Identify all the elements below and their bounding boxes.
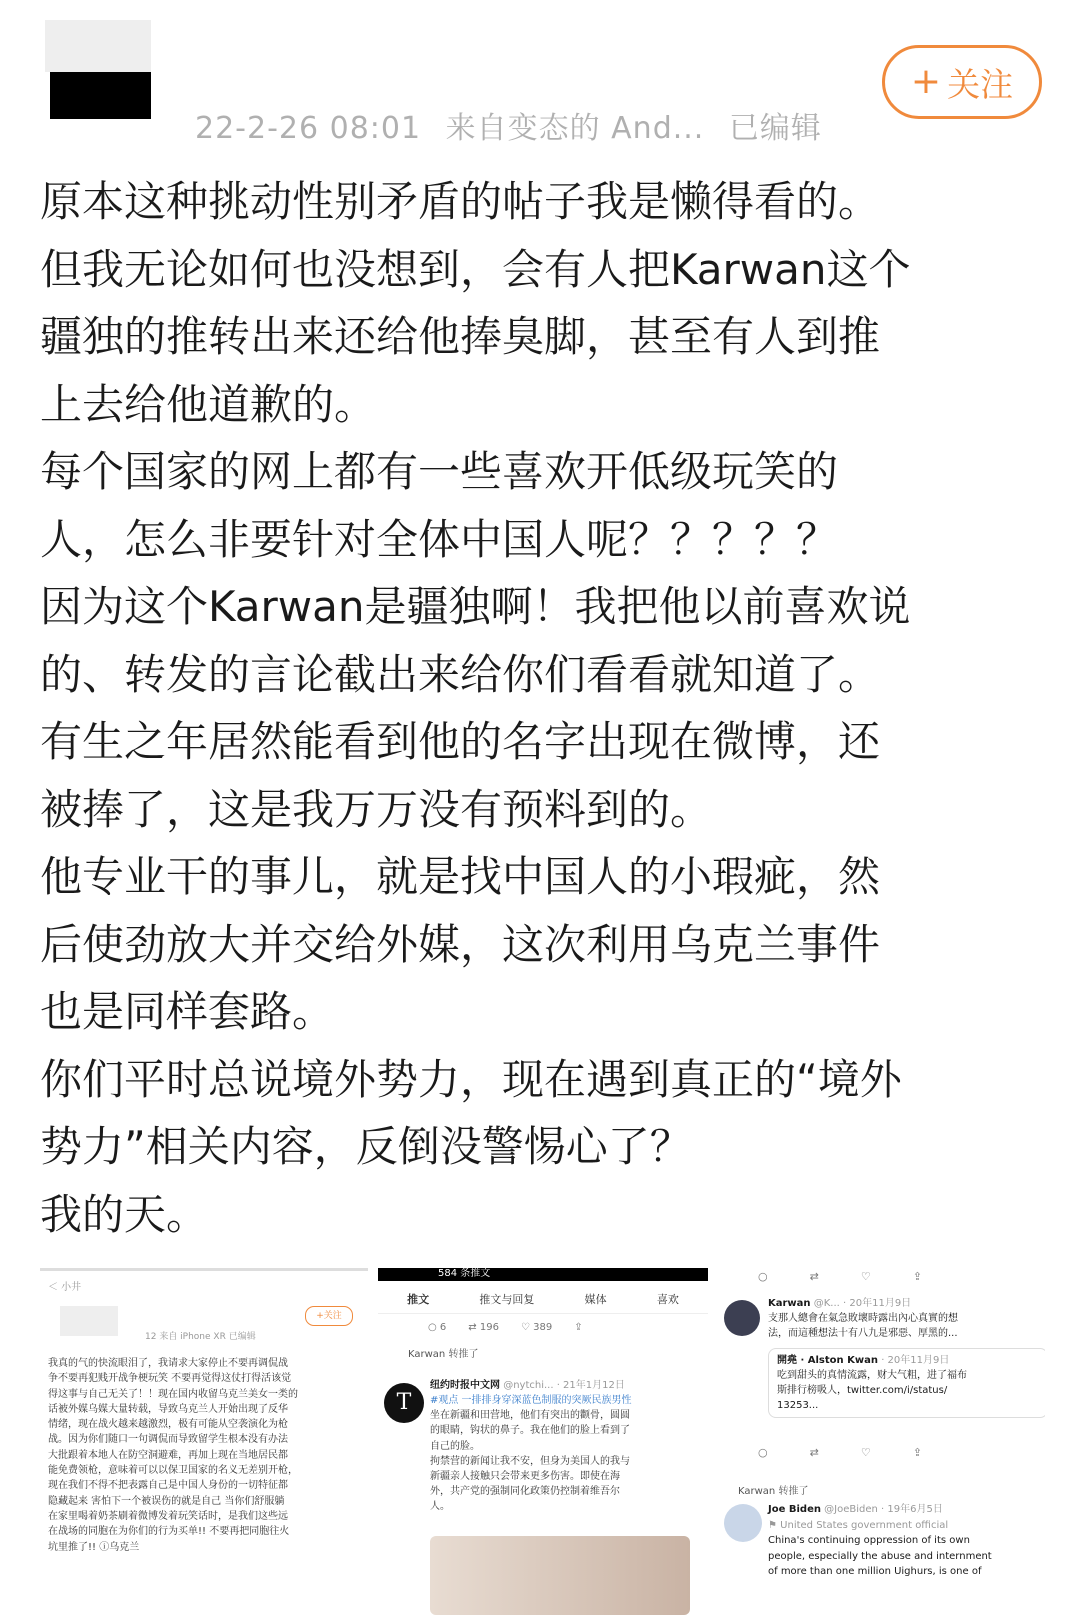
thumb2-line: #观点 一排排身穿深蓝色制服的突厥民族男性: [430, 1395, 632, 1406]
thumb2-line: 人。: [430, 1501, 450, 1513]
thumb1-avatar: [60, 1306, 118, 1336]
reply-icon: ○ 6: [428, 1322, 447, 1333]
thumb3-line: 13253...: [777, 1400, 819, 1411]
like-count: 389: [533, 1322, 553, 1333]
thumb3-label: United States government official: [780, 1519, 949, 1531]
thumb1-body: [48, 1356, 298, 1555]
thumb1-follow-button: +关注: [305, 1306, 353, 1326]
thumb3-line: of more than one million Uighurs, is one of: [768, 1566, 982, 1577]
post-line: 你们平时总说境外势力，现在遇到真正的“境外: [40, 1054, 902, 1104]
share-icon: ⇪: [912, 1270, 922, 1283]
post-line: 势力”相关内容，反倒没警惕心了？: [40, 1122, 692, 1171]
thumb2-line: 新疆亲人接触只会带来更多伤害。即使在海: [430, 1471, 620, 1483]
thumb3-quote-author: 開堯 · Alston Kwan: [777, 1355, 878, 1366]
post-line: 的、转发的言论截出来给你们看看就知道了。: [40, 649, 881, 699]
thumb2-tab: 推文与回复: [479, 1293, 535, 1306]
thumb3-line: 支那人總會在氣急敗壞時露出內心真實的想: [768, 1313, 958, 1324]
thumb2-tab: 推文: [407, 1293, 430, 1306]
thumb2-author: 纽约时报中文网: [430, 1380, 500, 1391]
thumb2-line: 坐在新疆和田营地，他们有突出的颧骨，圆圆: [430, 1410, 630, 1422]
plus-icon: +: [910, 61, 942, 102]
share-icon: ⇪: [912, 1446, 922, 1459]
thumb3-line: people, especially the abuse and internment: [768, 1550, 992, 1562]
thumb2-tab: 媒体: [584, 1293, 607, 1306]
thumb3-line: China's continuing oppression of its own: [768, 1535, 970, 1546]
avatar-background: [45, 20, 151, 72]
thumb1-header: ＜ 小井: [48, 1282, 82, 1293]
thumb3-handle-2: @JoeBiden · 19年6月5日: [824, 1504, 943, 1515]
thumb1-line: 隐藏起来 害怕下一个被误伤的就是自己 当你们舒服躺: [48, 1495, 285, 1507]
post-line: 但我无论如何也没想到，会有人把Karwan这个: [40, 244, 911, 294]
thumb1-line: 能免费领枪，意味着可以以保卫国家的名义无差别开枪，: [48, 1465, 298, 1477]
thumb3-avatar-biden: [724, 1504, 762, 1542]
post-meta: [195, 103, 822, 147]
thumb1-line: 大批跟着本地人在防空洞避难，再加上现在当地居民都: [48, 1449, 288, 1461]
thumb3-line: 斯排行榜吸人，twitter.com/i/status/: [777, 1385, 948, 1396]
thumb1-meta: 12 来自 iPhone XR 已编辑: [145, 1332, 256, 1342]
post-line: 疆独的推转出来还给他捧臭脚，甚至有人到推: [40, 312, 881, 361]
retweet-icon: ⇄ 196: [468, 1322, 499, 1333]
thumb3-handle: @K... · 20年11月9日: [813, 1298, 912, 1309]
post-line: 因为这个Karwan是疆独啊！我把他以前喜欢说: [40, 582, 911, 631]
post-line: 有生之年居然能看到他的名字出现在微博，还: [40, 717, 881, 766]
thumb1-line: 在家里喝着奶茶刷着微博发着玩笑话时，是我们这些远: [48, 1510, 288, 1522]
thumb3-line: 法，而這種想法十有八九是邪惡、厚黑的...: [768, 1328, 958, 1339]
thumb2-handle: @nytchi... · 21年1月12日: [503, 1380, 625, 1391]
post-line: 后使劲放大并交给外媒，这次利用乌克兰事件: [40, 919, 881, 969]
thumb2-tabs: [378, 1281, 708, 1314]
retweet-count: 196: [479, 1322, 499, 1333]
follow-button[interactable]: [882, 45, 1042, 119]
thumb3-actions: [718, 1268, 1045, 1283]
follow-label: 关注: [947, 64, 1014, 104]
post-line: 被捧了，这是我万万没有预料到的。: [40, 784, 713, 834]
thumb3-author-2: Joe Biden: [768, 1504, 821, 1515]
post-timestamp: 22-2-26 08:01: [195, 111, 422, 146]
thumb1-line: 得这事与自己无关了！！现在国内收留乌克兰美女一类的: [48, 1388, 298, 1400]
thumb3-tweet-2: [768, 1502, 992, 1580]
post-line: 人，怎么非要针对全体中国人呢？？？？？: [40, 514, 839, 564]
thumb2-tweet: [430, 1378, 632, 1515]
like-icon: ♡ 389: [520, 1322, 553, 1333]
like-icon: ♡: [860, 1446, 871, 1459]
thumb2-line: 自己的脸。: [430, 1440, 480, 1452]
share-icon: ⇪: [574, 1322, 583, 1333]
thumb2-stats: [378, 1314, 708, 1333]
nyt-logo-icon: T: [384, 1383, 424, 1423]
post-content: [40, 168, 1050, 1248]
thumb1-line: 战。因为你们随口一句调侃而导致留学生根本没有办法: [48, 1434, 288, 1446]
thumb3-author: Karwan: [768, 1298, 811, 1309]
thumb1-line: 话被外媒乌媒大量转载，导致乌克兰人开始出现了反华: [48, 1403, 288, 1415]
thumb2-line: 的眼睛，钩状的鼻子。我在他们的脸上看到了: [430, 1425, 630, 1437]
thumb3-quote: [768, 1348, 1045, 1418]
thumb1-line: 现在我们不得不把表露自己是中国人身份的一切特征都: [48, 1480, 288, 1492]
thumb3-actions-2: [718, 1446, 922, 1459]
thumb1-line: 在战场的同胞在为你们的行为买单!! 不要再把同胞往火: [48, 1526, 290, 1538]
post-line: 我的天。: [40, 1189, 209, 1239]
thumb2-body: [430, 1393, 632, 1515]
flag-icon: ⚑: [768, 1519, 781, 1531]
thumb2-article-image: [430, 1536, 690, 1615]
attached-image-2[interactable]: [378, 1268, 708, 1615]
thumb2-tab: 喜欢: [656, 1293, 679, 1306]
post-line: 也是同样套路。: [40, 987, 335, 1036]
post-line: 原本这种挑动性别矛盾的帖子我是懒得看的。: [40, 177, 881, 226]
attached-image-1[interactable]: [40, 1268, 368, 1615]
thumb2-retweet: Karwan 转推了: [408, 1349, 479, 1360]
attached-image-3[interactable]: [718, 1268, 1045, 1615]
post-line: 他专业干的事儿，就是找中国人的小瑕疵，然: [40, 852, 881, 901]
thumb2-header: 584 条推文: [378, 1268, 708, 1281]
reply-icon: ○: [758, 1270, 768, 1283]
thumb3-tweet-1: [768, 1296, 958, 1341]
edited-label: 已编辑: [728, 111, 822, 146]
thumb3-quote-date: · 20年11月9日: [881, 1355, 950, 1366]
thumb2-line: 拘禁营的新闻让我不安，但身为美国人的我与: [430, 1455, 630, 1467]
thumb1-line: 情绪，现在战火越来越激烈，极有可能从空袭演化为枪: [48, 1419, 288, 1431]
thumb3-line: 吃到甜头的真情流露，财大气粗，进了福布: [777, 1370, 967, 1381]
post-line: 上去给他道歉的。: [40, 379, 377, 429]
thumb3-avatar-karwan: [724, 1300, 760, 1336]
reply-count: 6: [439, 1322, 447, 1333]
thumb3-retweet: Karwan 转推了: [738, 1486, 809, 1497]
avatar[interactable]: [50, 72, 151, 119]
thumb1-line: 我真的气的快流眼泪了，我请求大家停止不要再调侃战: [48, 1358, 288, 1369]
reply-icon: ○: [758, 1446, 768, 1459]
thumb1-line: 争不要再犯贱开战争梗玩笑 不要再觉得这仗打得活该觉: [48, 1373, 292, 1385]
thumb1-line: 坑里推了!! ⓘ乌克兰: [48, 1541, 140, 1553]
retweet-icon: ⇄: [809, 1446, 819, 1459]
post-source: 来自变态的 And...: [445, 111, 705, 146]
like-icon: ♡: [860, 1270, 871, 1283]
thumb2-line: 外，共产党的强制同化政策仍控制着维吾尔: [430, 1486, 620, 1498]
retweet-icon: ⇄: [809, 1270, 819, 1283]
post-line: 每个国家的网上都有一些喜欢开低级玩笑的: [40, 447, 839, 496]
